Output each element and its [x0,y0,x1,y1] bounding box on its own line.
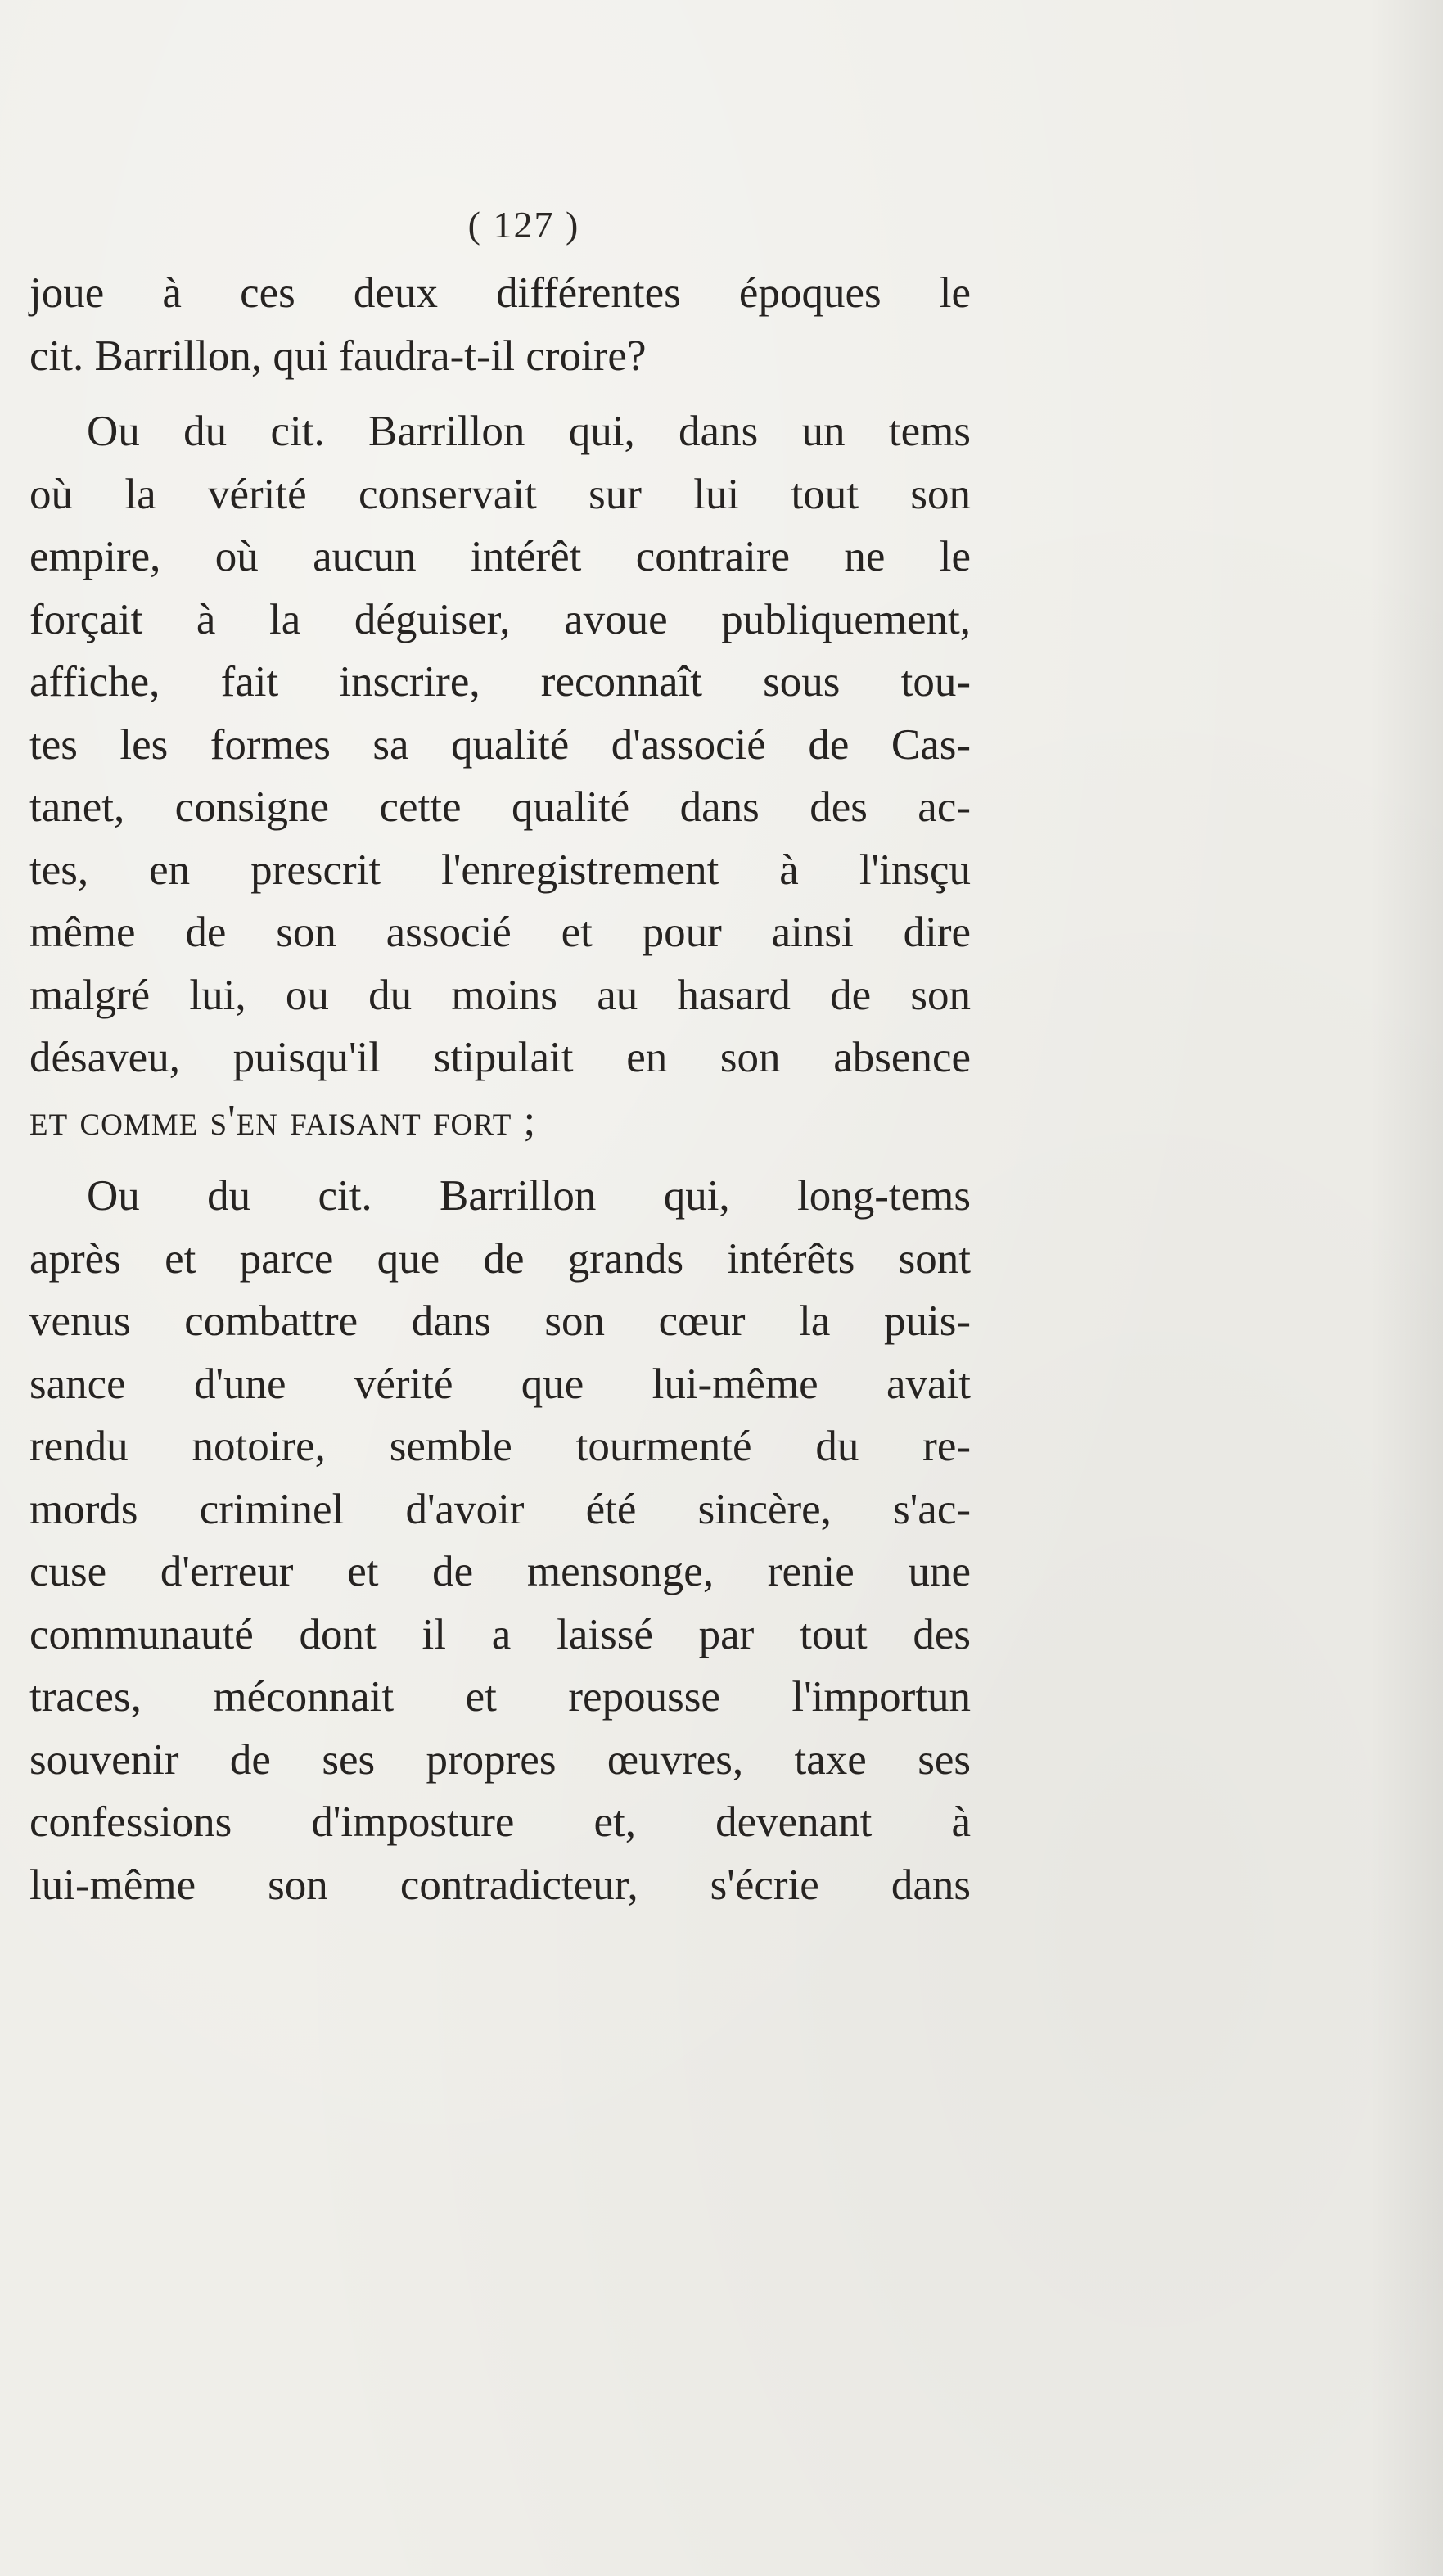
text-line: cuse d'erreur et de mensonge, renie une [29,1548,971,1595]
page-number: ( 127 ) [467,204,580,246]
text-line: désaveu, puisqu'il stipulait en son absence [29,1034,971,1081]
text-line: tanet, consigne cette qualité dans des ac- [29,783,971,831]
body-text [29,262,971,1916]
text-line: forçait à la déguiser, avoue publiquement, [29,595,971,643]
text-line: joue à ces deux différentes époques le [29,269,971,317]
text-line: tes les formes sa qualité d'associé de Cas- [29,720,971,769]
text-line: mords criminel d'avoir été sincère, s'ac- [29,1485,971,1533]
text-line: et comme s'en faisant fort ; [29,1096,537,1144]
text-line: venus combattre dans son cœur la puis- [29,1297,971,1345]
text-line: sance d'une vérité que lui-même avait [29,1360,971,1408]
text-line: communauté dont il a laissé par tout des [29,1610,971,1658]
text-line: empire, où aucun intérêt contraire ne le [29,533,971,580]
paragraph-1 [29,262,971,387]
text-line: cit. Barrillon, qui faudra-t-il croire? [29,332,647,380]
text-line: où la vérité conservait sur lui tout son [29,470,971,518]
text-line: rendu notoire, semble tourmenté du re- [29,1423,971,1470]
paragraph-2 [29,400,971,1152]
text-line: tes, en prescrit l'enregistrement à l'insçu [29,846,971,894]
text-line: lui-même son contradicteur, s'écrie dans [29,1861,971,1909]
text-line: confessions d'imposture et, devenant à [29,1798,971,1846]
page-gutter-shadow [1369,0,1443,2576]
text-line: Ou du cit. Barrillon qui, dans un tems [87,408,971,455]
text-line: après et parce que de grands intérêts sont [29,1234,971,1283]
text-line: même de son associé et pour ainsi dire [29,909,971,956]
text-line: malgré lui, ou du moins au hasard de son [29,971,971,1019]
text-line: Ou du cit. Barrillon qui, long-tems [87,1172,971,1220]
text-line: affiche, fait inscrire, reconnaît sous tou- [29,658,971,706]
paragraph-3 [29,1165,971,1916]
text-line: traces, méconnait et repousse l'importun [29,1673,971,1721]
text-line: souvenir de ses propres œuvres, taxe ses [29,1735,971,1784]
